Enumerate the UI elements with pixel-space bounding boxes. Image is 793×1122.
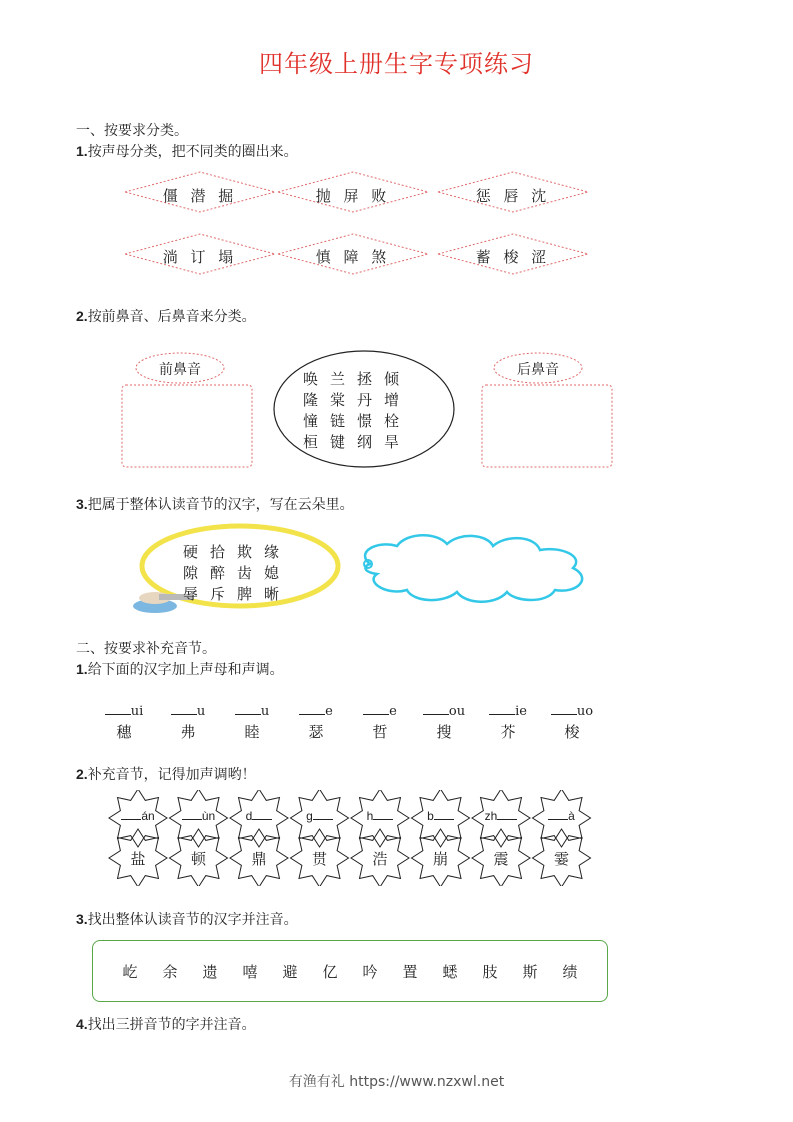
tone-character-2: 弗 [180, 723, 196, 741]
box-character-4: 嘻 [242, 963, 258, 981]
box-character-10: 肢 [482, 963, 498, 981]
tone-character-5: 哲 [372, 723, 388, 741]
box-character-9: 蟋 [442, 963, 458, 981]
diamond-text-2: 抛 屏 败 [315, 187, 391, 205]
pinyin-blank-6[interactable]: ou [421, 702, 467, 719]
star-pinyin-3[interactable]: d [235, 809, 283, 823]
box-character-8: 置 [402, 963, 418, 981]
syllable-characters: 硬拾欺缘 隙醉齿媳 辱斥脾晰 [183, 543, 292, 603]
box-character-1: 屹 [122, 963, 138, 981]
tone-character-8: 梭 [564, 723, 580, 741]
pinyin-blank-8[interactable]: uo [549, 702, 595, 719]
star-character-3: 鼎 [251, 850, 267, 868]
tone-character-3: 睦 [244, 723, 260, 741]
tone-character-1: 穗 [116, 723, 132, 741]
star-character-4: 贯 [311, 850, 327, 868]
box-character-2: 余 [162, 963, 178, 981]
pinyin-blank-4[interactable]: e [293, 702, 339, 719]
diamond-text-3: 惩 唇 沈 [475, 187, 551, 205]
star-character-8: 霎 [553, 850, 569, 868]
star-pinyin-8[interactable]: à [538, 809, 586, 823]
star-character-6: 崩 [432, 850, 448, 868]
pinyin-blank-1[interactable]: ui [101, 702, 147, 719]
diamond-text-6: 蓄 梭 涩 [475, 248, 551, 266]
back-nasal-label: 后鼻音 [517, 362, 559, 378]
section2-heading: 二、按要求补充音节。 [76, 641, 216, 657]
box-character-12: 绩 [562, 963, 578, 981]
back-nasal-scroll [482, 385, 612, 467]
section1-heading: 一、按要求分类。 [76, 123, 188, 139]
q2-3-prompt: 3.找出整体认读音节的汉字并注音。 [76, 911, 298, 928]
q1-1-prompt: 1.按声母分类，把不同类的圈出来。 [76, 143, 298, 160]
pinyin-blank-2[interactable]: u [165, 702, 211, 719]
box-character-5: 避 [282, 963, 298, 981]
diamond-text-5: 慎 障 煞 [315, 248, 391, 266]
footer-watermark: 有渔有礼 https://www.nzxwl.net [288, 1074, 505, 1090]
page-title: 四年级上册生字专项练习 [259, 50, 534, 78]
q1-3-prompt: 3.把属于整体认读音节的汉字，写在云朵里。 [76, 496, 354, 513]
cloud-shape [365, 535, 582, 602]
diamond-text-4: 淌 订 塌 [162, 248, 238, 266]
box-character-7: 吟 [362, 963, 378, 981]
nasal-characters: 唤兰拯倾 隆棠丹增 憧链憬栓 桓键纲旱 [303, 370, 412, 451]
star-pinyin-6[interactable]: b [417, 809, 465, 823]
q2-2-prompt: 2.补充音节，记得加声调哟！ [76, 766, 256, 783]
box-character-6: 亿 [322, 963, 338, 981]
tone-character-4: 瑟 [308, 723, 324, 741]
star-character-7: 震 [493, 850, 509, 868]
tone-character-6: 搜 [436, 723, 452, 741]
q2-4-prompt: 4.找出三拼音节的字并注音。 [76, 1016, 256, 1033]
star-pinyin-2[interactable]: ùn [175, 809, 223, 823]
star-pinyin-1[interactable]: án [114, 809, 162, 823]
syllable-box-chars [110, 961, 590, 982]
box-character-3: 遗 [202, 963, 218, 981]
star-character-5: 浩 [372, 850, 388, 868]
front-nasal-label: 前鼻音 [159, 362, 201, 378]
star-cells [108, 790, 603, 886]
q1-2-prompt: 2.按前鼻音、后鼻音来分类。 [76, 308, 256, 325]
star-pinyin-5[interactable]: h [356, 809, 404, 823]
star-character-2: 顿 [190, 850, 206, 868]
pinyin-blank-5[interactable]: e [357, 702, 403, 719]
star-pinyin-7[interactable]: zh [477, 809, 525, 823]
pinyin-blank-3[interactable]: u [229, 702, 275, 719]
front-nasal-scroll [122, 385, 252, 467]
pinyin-blank-7[interactable]: ie [485, 702, 531, 719]
star-pinyin-4[interactable]: g [296, 809, 344, 823]
tone-character-7: 芥 [500, 723, 516, 741]
box-character-11: 斯 [522, 963, 538, 981]
star-character-1: 盐 [130, 850, 146, 868]
diamond-text-1: 僵 潜 掘 [162, 187, 238, 205]
q2-1-prompt: 1.给下面的汉字加上声母和声调。 [76, 661, 284, 678]
